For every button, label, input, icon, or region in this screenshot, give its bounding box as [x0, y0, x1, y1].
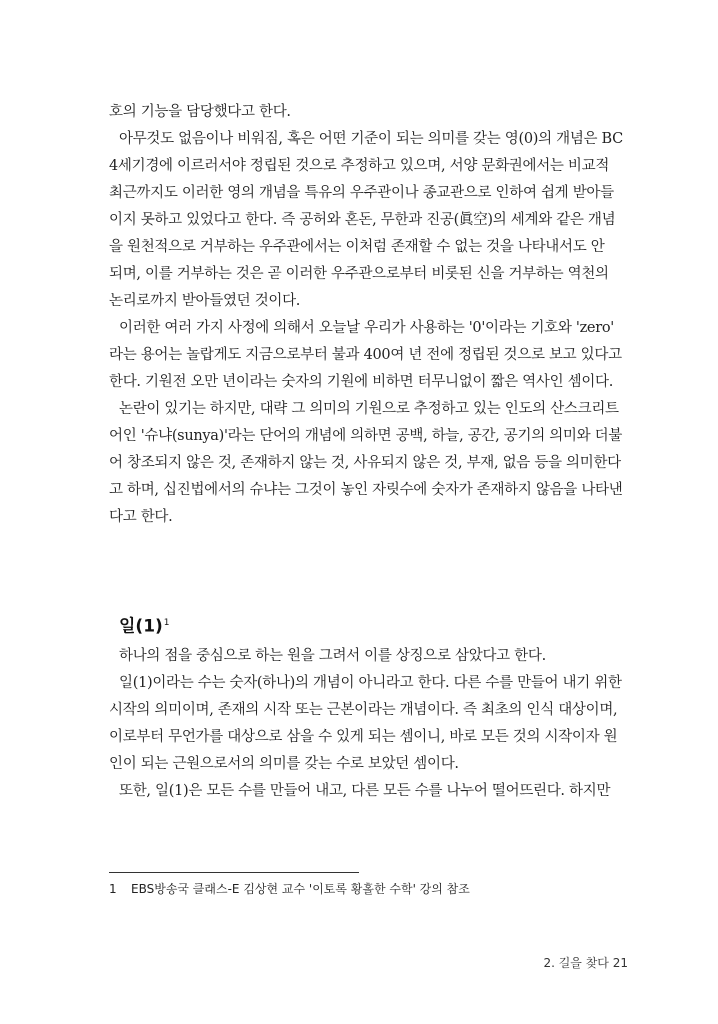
paragraph-line: 일(1)이라는 수는 숫자(하나)의 개념이 아니라고 한다. 다른 수를 만들어 내기 위한: [119, 675, 622, 691]
paragraph-line: 어인 '슈냐(sunya)'라는 단어의 개념에 의하면 공백, 하늘, 공간, 공기의 의미와 더불: [109, 428, 623, 444]
section-heading-title: 일(1): [119, 616, 163, 637]
body-text-top: [109, 99, 629, 531]
paragraph-line: 이러한 여러 가지 사정에 의해서 오늘날 우리가 사용하는 '0'이라는 기호와 'zero': [119, 320, 614, 336]
paragraph-line: 되며, 이를 거부하는 것은 곧 이러한 우주관으로부터 비롯된 신을 거부하는 역천의: [109, 266, 609, 282]
paragraph-line: 이로부터 무언가를 대상으로 삼을 수 있게 되는 셈이니, 바로 모든 것의 시작이자 원: [109, 729, 618, 745]
paragraph-line: 4세기경에 이르러서야 정립된 것으로 추정하고 있으며, 서양 문화권에서는 비교적: [109, 158, 610, 174]
body-text-bottom: [109, 643, 629, 805]
page-number: 21: [612, 956, 628, 970]
paragraph-line: 인이 되는 근원으로서의 의미를 갖는 수로 보았던 셈이다.: [109, 756, 459, 772]
paragraph-line: 최근까지도 이러한 영의 개념을 특유의 우주관이나 종교관으로 인하여 쉽게 받아들: [109, 185, 614, 201]
paragraph-line: 호의 기능을 담당했다고 한다.: [109, 104, 291, 120]
running-footer-chapter: 2. 길을 찾다: [543, 956, 609, 970]
paragraph-line: 또한, 일(1)은 모든 수를 만들어 내고, 다른 모든 수를 나누어 떨어뜨린다. 하지만: [119, 783, 611, 799]
footnote-text: EBS방송국 클래스-E 김상현 교수 '이토록 황홀한 수학' 강의 참조: [131, 882, 470, 896]
paragraph-line: 을 원천적으로 거부하는 우주관에서는 이처럼 존재할 수 없는 것을 나타내서도 안: [109, 239, 605, 255]
paragraph-line: 어 창조되지 않은 것, 존재하지 않는 것, 사유되지 않은 것, 부재, 없음 등을 의미한다: [109, 455, 621, 471]
paragraph-line: 아무것도 없음이나 비워짐, 혹은 어떤 기준이 되는 의미를 갖는 영(0)의 개념은 BC: [119, 131, 623, 147]
footnote-marker: 1: [163, 618, 170, 628]
page-footer: [543, 954, 628, 972]
paragraph-line: 라는 용어는 놀랍게도 지금으로부터 불과 400여 년 전에 정립된 것으로 보고 있다고: [109, 347, 622, 363]
paragraph-line: 이지 못하고 있었다고 한다. 즉 공허와 혼돈, 무한과 진공(眞空)의 세계와 같은 개념: [109, 212, 616, 228]
paragraph-line: 하나의 점을 중심으로 하는 원을 그려서 이를 상징으로 삼았다고 한다.: [119, 648, 546, 664]
footnote: [109, 880, 470, 898]
paragraph-line: 논란이 있기는 하지만, 대략 그 의미의 기원으로 추정하고 있는 인도의 산스크리트: [119, 401, 619, 417]
footnote-number: 1: [109, 882, 117, 896]
paragraph-line: 논리로까지 받아들였던 것이다.: [109, 293, 301, 309]
paragraph-line: 다고 한다.: [109, 509, 173, 525]
paragraph-line: 고 하며, 십진법에서의 슈냐는 그것이 놓인 자릿수에 숫자가 존재하지 않음을 나타낸: [109, 482, 623, 498]
section-heading: [119, 611, 170, 639]
paragraph-line: 한다. 기원전 오만 년이라는 숫자의 기원에 비하면 터무니없이 짧은 역사인 셈이다.: [109, 374, 614, 390]
footnote-divider: [109, 872, 359, 873]
paragraph-line: 시작의 의미이며, 존재의 시작 또는 근본이라는 개념이다. 즉 최초의 인식 대상이며,: [109, 702, 618, 718]
